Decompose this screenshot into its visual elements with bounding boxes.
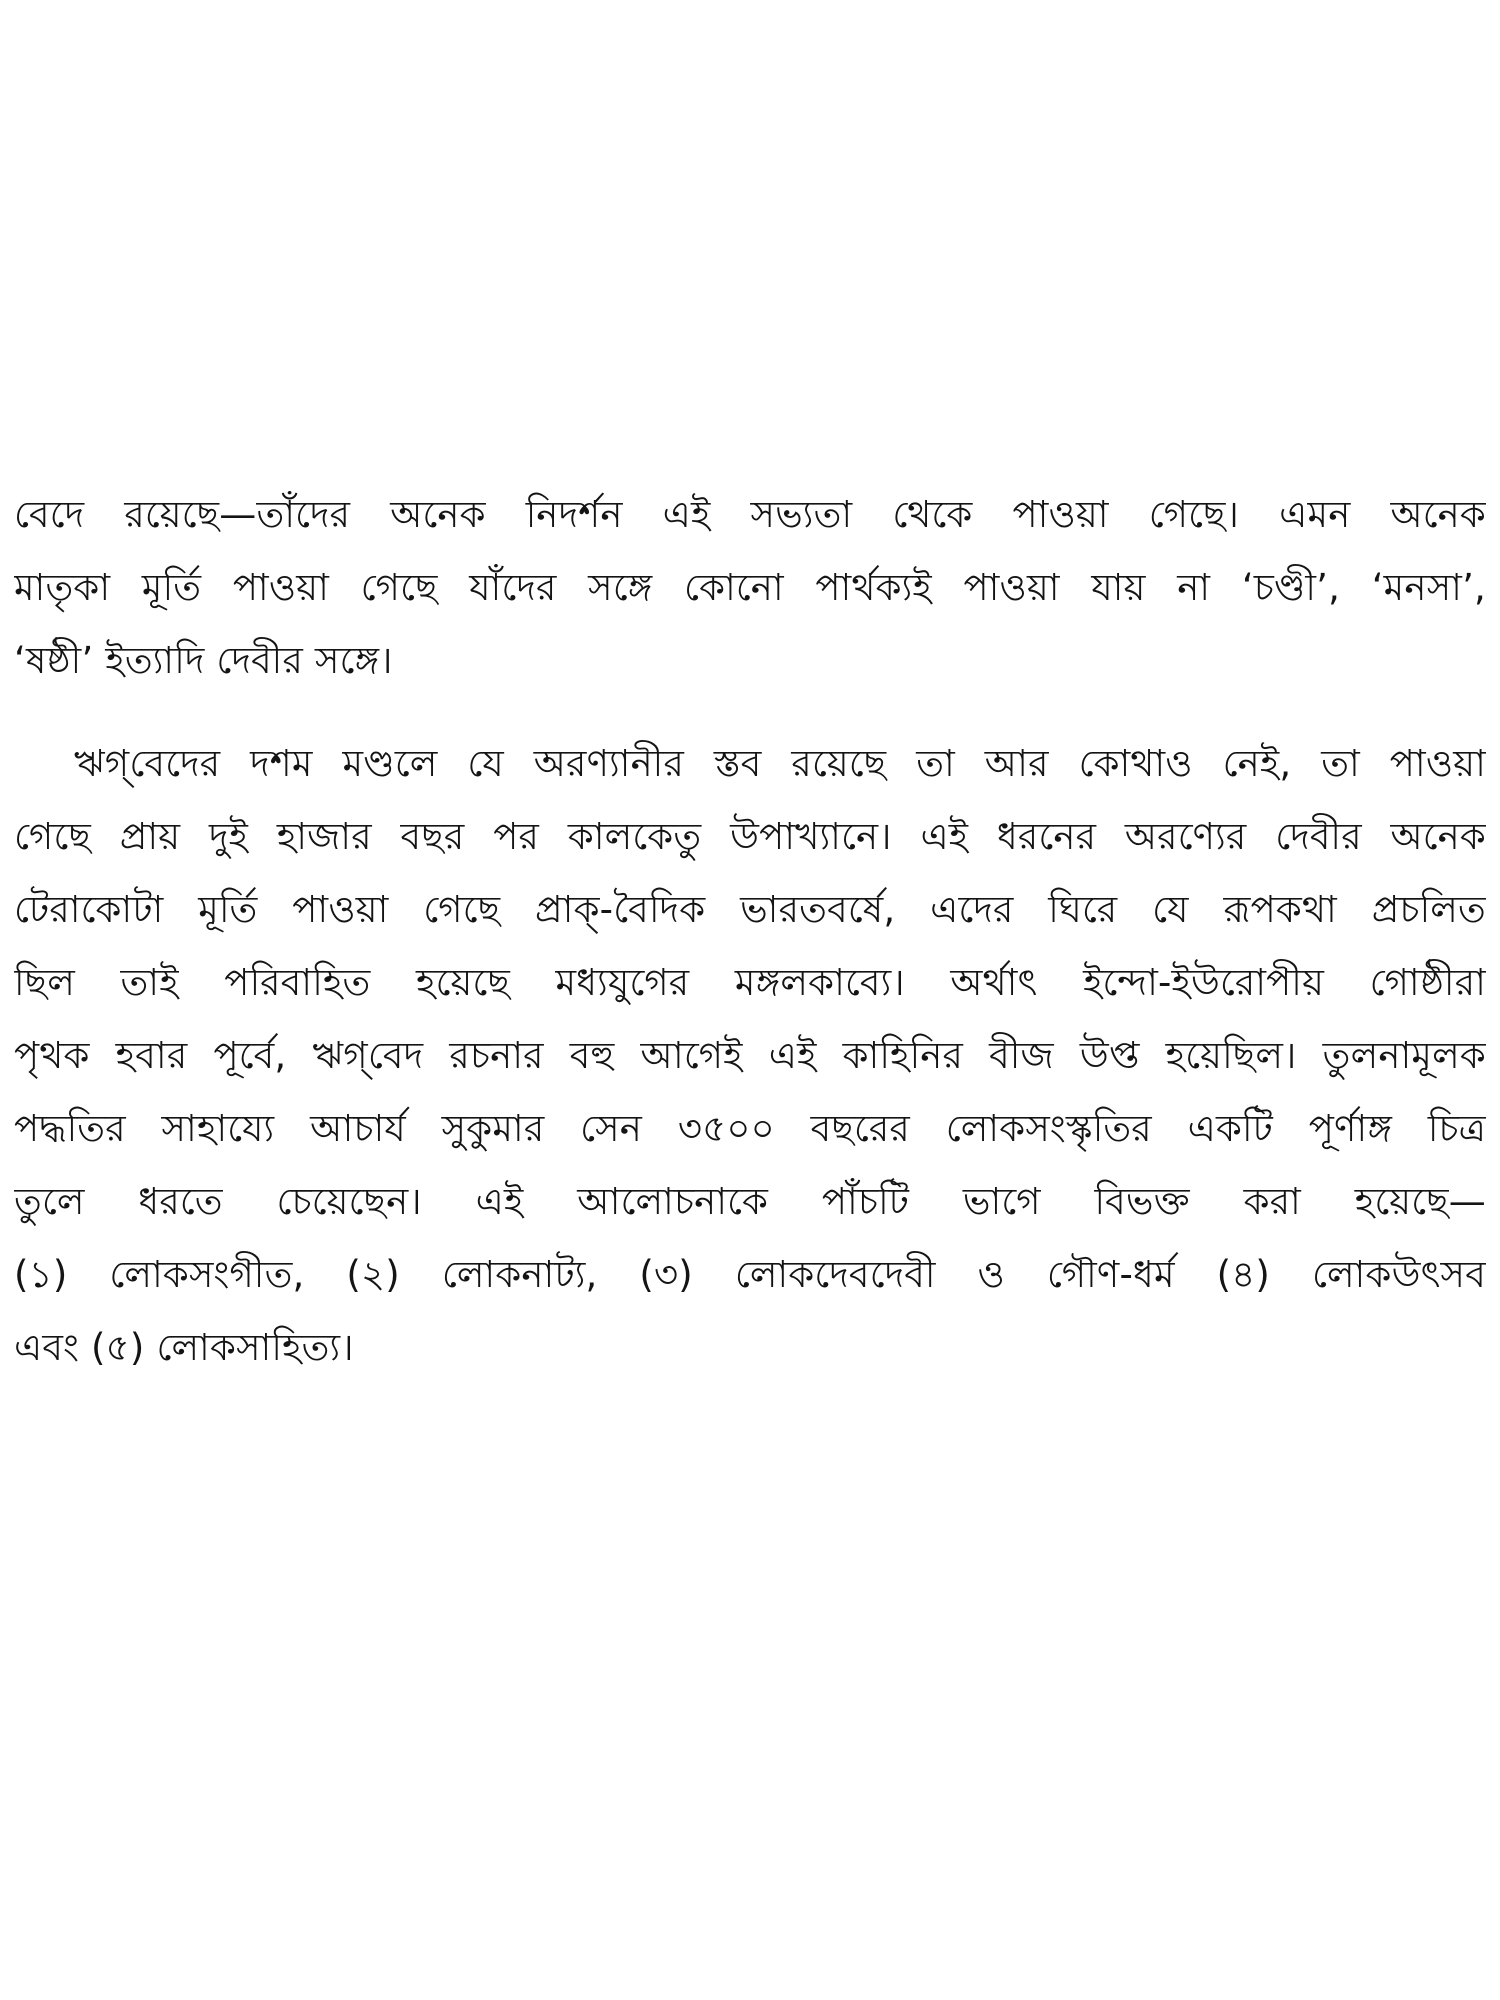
body-text [14,478,1486,1384]
text-line: ‘ষষ্ঠী’ ইত্যাদি দেবীর সঙ্গে। [14,639,393,682]
text-line: তুলে ধরতে চেয়েছেন। এই আলোচনাকে পাঁচটি ভাগে বিভক্ত করা হয়েছে— [14,1180,1486,1223]
text-line: বেদে রয়েছে—তাঁদের অনেক নিদর্শন এই সভ্যতা থেকে পাওয়া গেছে। এমন অনেক [14,493,1486,536]
text-line: ঋগ্‌বেদের দশম মণ্ডলে যে অরণ্যানীর স্তব রয়েছে তা আর কোথাও নেই, তা পাওয়া [74,742,1486,785]
text-line: ছিল তাই পরিবাহিত হয়েছে মধ্যযুগের মঙ্গলকাব্যে। অর্থাৎ ইন্দো-ইউরোপীয় গোষ্ঠীরা [14,961,1486,1004]
paragraph-1 [14,478,1486,697]
text-line: পৃথক হবার পূর্বে, ঋগ্‌বেদ রচনার বহু আগেই এই কাহিনির বীজ উপ্ত হয়েছিল। তুলনামূলক [14,1034,1486,1077]
text-line: পদ্ধতির সাহায্যে আচার্য সুকুমার সেন ৩৫০০ বছরের লোকসংস্কৃতির একটি পূর্ণাঙ্গ চিত্র [14,1107,1486,1150]
text-line: গেছে প্রায় দুই হাজার বছর পর কালকেতু উপাখ্যানে। এই ধরনের অরণ্যের দেবীর অনেক [14,815,1486,858]
text-line: এবং (৫) লোকসাহিত্য। [14,1326,354,1369]
paragraph-2 [14,727,1486,1384]
paragraph-gap [14,697,1486,727]
text-line: মাতৃকা মূর্তি পাওয়া গেছে যাঁদের সঙ্গে কোনো পার্থক্যই পাওয়া যায় না ‘চণ্ডী’, ‘মনসা’, [14,566,1486,609]
text-line: টেরাকোটা মূর্তি পাওয়া গেছে প্রাক্-বৈদিক ভারতবর্ষে, এদের ঘিরে যে রূপকথা প্রচলিত [14,888,1486,931]
text-line: (১) লোকসংগীত, (২) লোকনাট্য, (৩) লোকদেবদেবী ও গৌণ-ধর্ম (৪) লোকউৎসব [14,1253,1486,1296]
